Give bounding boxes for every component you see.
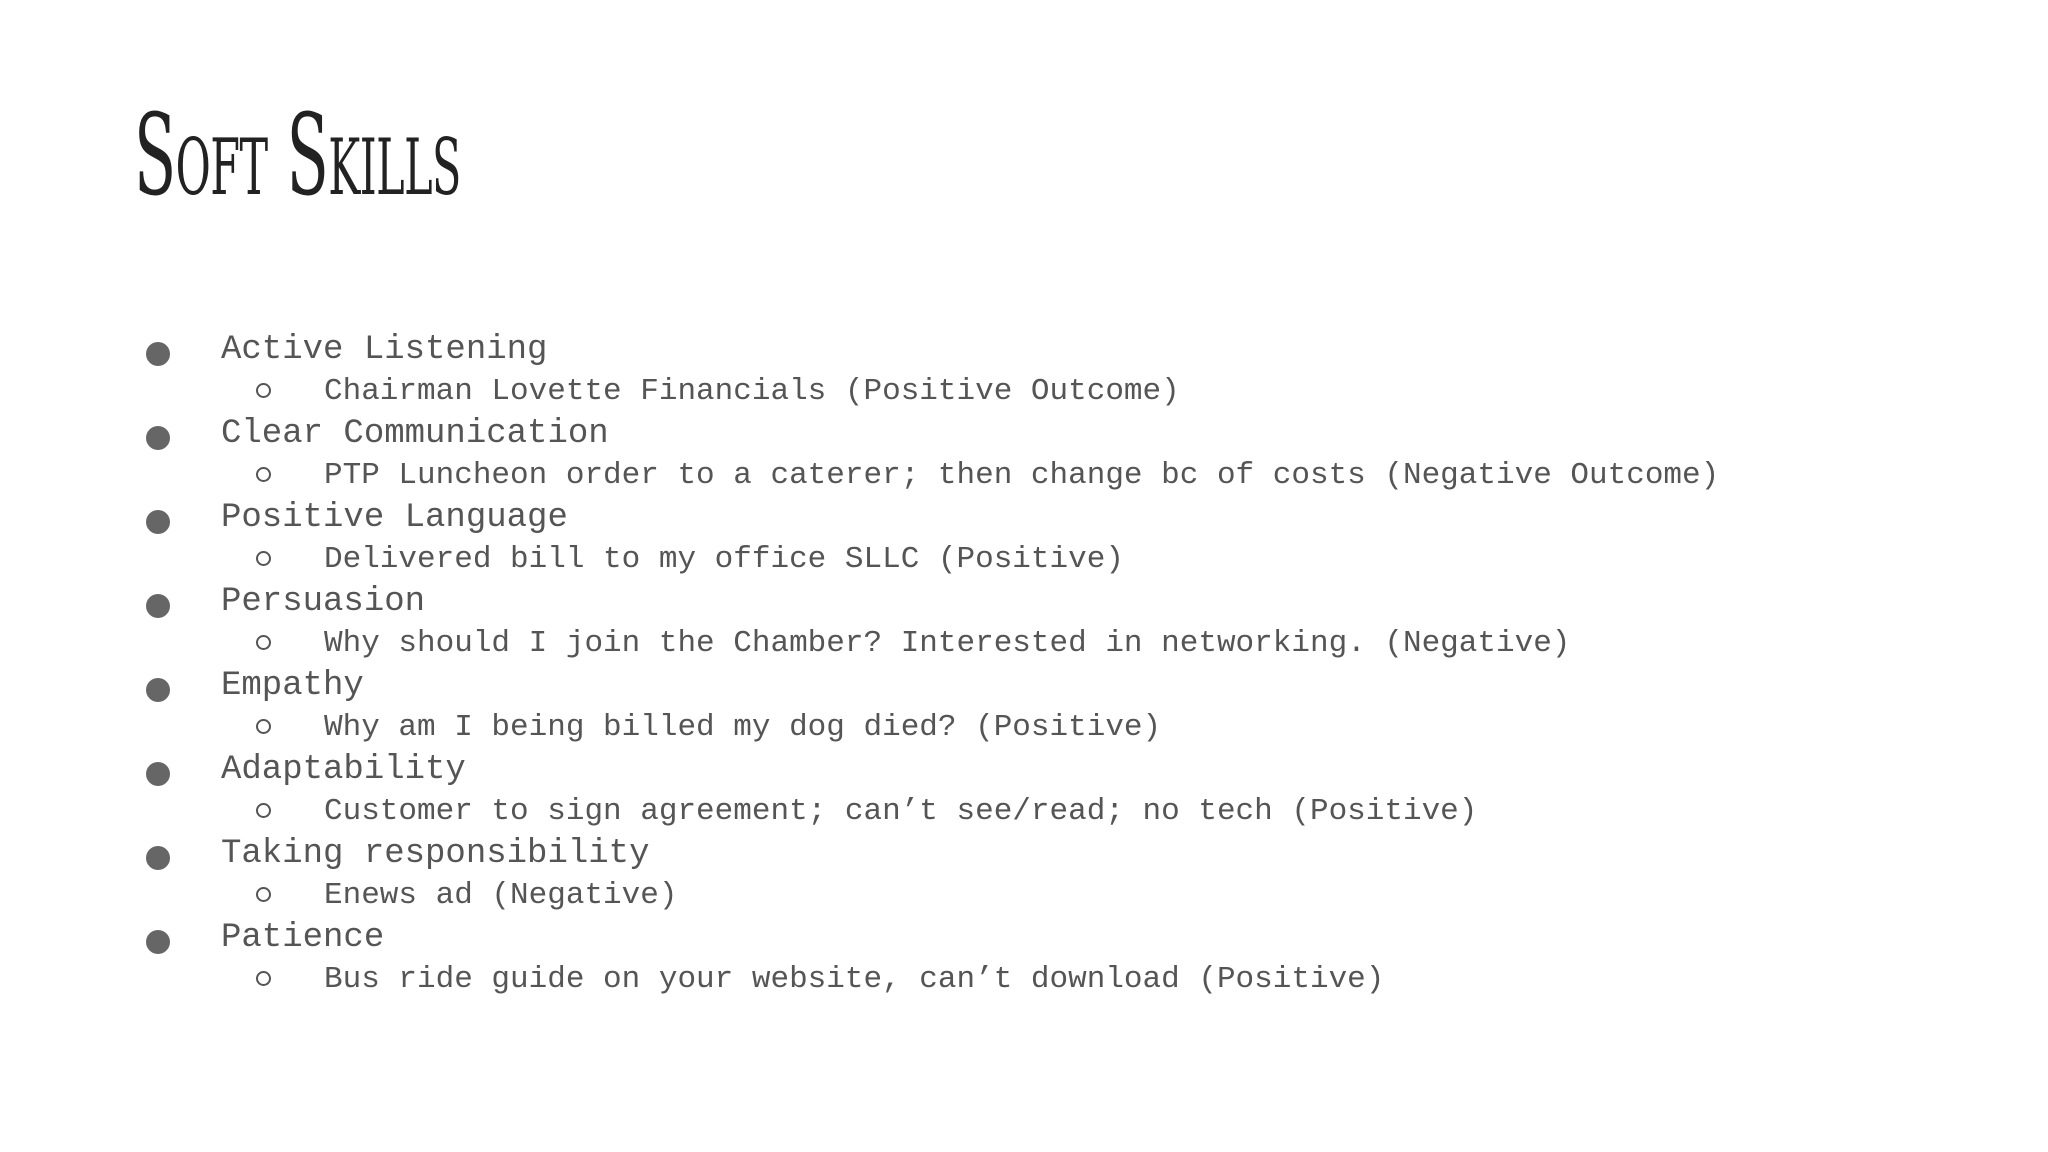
hollow-circle-icon [256, 551, 271, 566]
list-item [0, 750, 2048, 790]
list-item-label: Adaptability [221, 751, 466, 789]
list-item [0, 498, 2048, 538]
filled-circle-icon [146, 846, 170, 870]
sub-list-item-label: Bus ride guide on your website, can’t download (Positive) [324, 962, 1385, 997]
hollow-circle-icon [256, 719, 271, 734]
list-item [0, 918, 2048, 958]
filled-circle-icon [146, 762, 170, 786]
list-item-label: Positive Language [221, 499, 568, 537]
sub-list-item [0, 708, 2048, 748]
list-item [0, 834, 2048, 874]
list-item-label: Active Listening [221, 331, 548, 369]
list-item-label: Clear Communication [221, 415, 609, 453]
sub-list-item [0, 372, 2048, 412]
sub-list-item-label: Delivered bill to my office SLLC (Positive) [324, 542, 1124, 577]
hollow-circle-icon [256, 887, 271, 902]
sub-list-item-label: Enews ad (Negative) [324, 878, 678, 913]
sub-list-item-label: PTP Luncheon order to a caterer; then change bc of costs (Negative Outcome) [324, 458, 1720, 493]
list-item [0, 414, 2048, 454]
list-item-label: Persuasion [221, 583, 426, 621]
list-item-label: Empathy [221, 667, 364, 705]
hollow-circle-icon [256, 467, 271, 482]
filled-circle-icon [146, 594, 170, 618]
filled-circle-icon [146, 342, 170, 366]
hollow-circle-icon [256, 971, 271, 986]
hollow-circle-icon [256, 383, 271, 398]
list-item [0, 582, 2048, 622]
filled-circle-icon [146, 678, 170, 702]
list-item [0, 666, 2048, 706]
sub-list-item-label: Chairman Lovette Financials (Positive Outcome) [324, 374, 1180, 409]
list-item [0, 330, 2048, 370]
sub-list-item-label: Why should I join the Chamber? Interested in networking. (Negative) [324, 626, 1571, 661]
slide-title: Soft Skills [134, 91, 461, 221]
list-item-label: Patience [221, 919, 385, 957]
hollow-circle-icon [256, 803, 271, 818]
sub-list-item [0, 540, 2048, 580]
sub-list-item [0, 624, 2048, 664]
hollow-circle-icon [256, 635, 271, 650]
sub-list-item-label: Why am I being billed my dog died? (Positive) [324, 710, 1162, 745]
sub-list-item [0, 960, 2048, 1000]
sub-list-item [0, 876, 2048, 916]
sub-list-item [0, 792, 2048, 832]
filled-circle-icon [146, 426, 170, 450]
list-item-label: Taking responsibility [221, 835, 650, 873]
filled-circle-icon [146, 510, 170, 534]
sub-list-item-label: Customer to sign agreement; can’t see/read; no tech (Positive) [324, 794, 1478, 829]
filled-circle-icon [146, 930, 170, 954]
sub-list-item [0, 456, 2048, 496]
